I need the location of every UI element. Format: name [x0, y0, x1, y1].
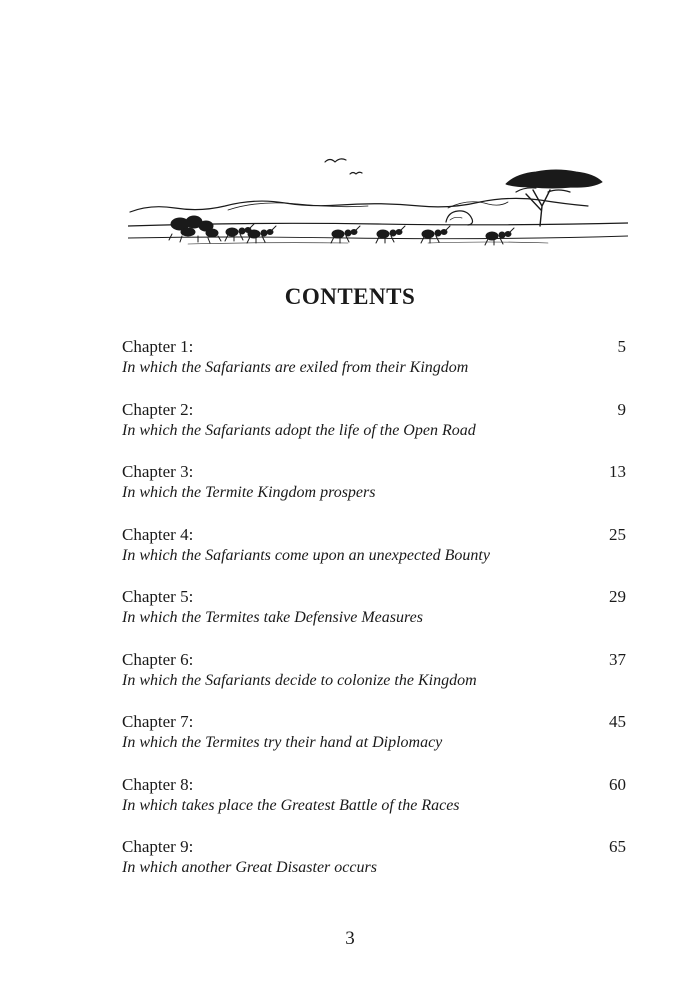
- chapter-description: In which the Safariants are exiled from their Kingdom: [122, 359, 469, 376]
- toc-entry[interactable]: [122, 524, 626, 587]
- chapter-label: Chapter 8:: [122, 774, 194, 794]
- toc-entry[interactable]: [122, 711, 626, 774]
- chapter-page-number: 9: [617, 399, 626, 419]
- ant-icon: [247, 226, 276, 243]
- toc-entry[interactable]: [122, 649, 626, 712]
- chapter-label: Chapter 1:: [122, 337, 194, 356]
- chapter-description: In which takes place the Greatest Battle of the Races: [122, 796, 460, 814]
- ant-icon: [376, 226, 405, 243]
- ant-cluster-icon: [169, 216, 221, 243]
- chapter-page-number: 65: [609, 837, 626, 856]
- ant-icon: [421, 226, 450, 243]
- chapter-page-number: 37: [609, 649, 626, 669]
- toc-entry[interactable]: [122, 836, 626, 899]
- toc-entry[interactable]: [122, 774, 626, 837]
- toc-entry[interactable]: [122, 586, 626, 649]
- chapter-page-number: 13: [609, 462, 626, 481]
- savanna-illustration: [128, 150, 628, 250]
- chapter-page-number: 45: [609, 712, 626, 731]
- chapter-label: Chapter 4:: [122, 524, 194, 544]
- chapter-label: Chapter 9:: [122, 837, 194, 856]
- chapter-description: In which the Safariants adopt the life of the Open Road: [122, 421, 476, 439]
- chapter-label: Chapter 5:: [122, 587, 194, 606]
- toc-entry[interactable]: [122, 336, 626, 399]
- chapter-label: Chapter 2:: [122, 399, 194, 419]
- bird-icon: [350, 172, 362, 174]
- bird-icon: [325, 159, 346, 162]
- chapter-description: In which the Safariants come upon an unexpected Bounty: [122, 546, 490, 564]
- chapter-description: In which the Termites try their hand at Diplomacy: [122, 734, 443, 751]
- chapter-description: In which the Termite Kingdom prospers: [122, 484, 376, 501]
- toc-entry[interactable]: [122, 461, 626, 524]
- chapter-label: Chapter 3:: [122, 462, 194, 481]
- ant-icon: [331, 226, 360, 243]
- chapter-page-number: 5: [617, 337, 626, 356]
- chapter-page-number: 29: [609, 587, 626, 606]
- chapter-label: Chapter 7:: [122, 712, 194, 731]
- table-of-contents: [122, 336, 626, 899]
- page-number: 3: [345, 928, 355, 949]
- chapter-page-number: 60: [609, 774, 626, 794]
- toc-entry[interactable]: [122, 399, 626, 462]
- chapter-description: In which the Termites take Defensive Measures: [122, 609, 423, 626]
- chapter-page-number: 25: [609, 524, 626, 544]
- ant-icon: [485, 228, 514, 245]
- chapter-description: In which the Safariants decide to colonize the Kingdom: [122, 671, 477, 689]
- page-title: CONTENTS: [284, 284, 416, 309]
- chapter-description: In which another Great Disaster occurs: [122, 859, 377, 876]
- chapter-label: Chapter 6:: [122, 649, 194, 669]
